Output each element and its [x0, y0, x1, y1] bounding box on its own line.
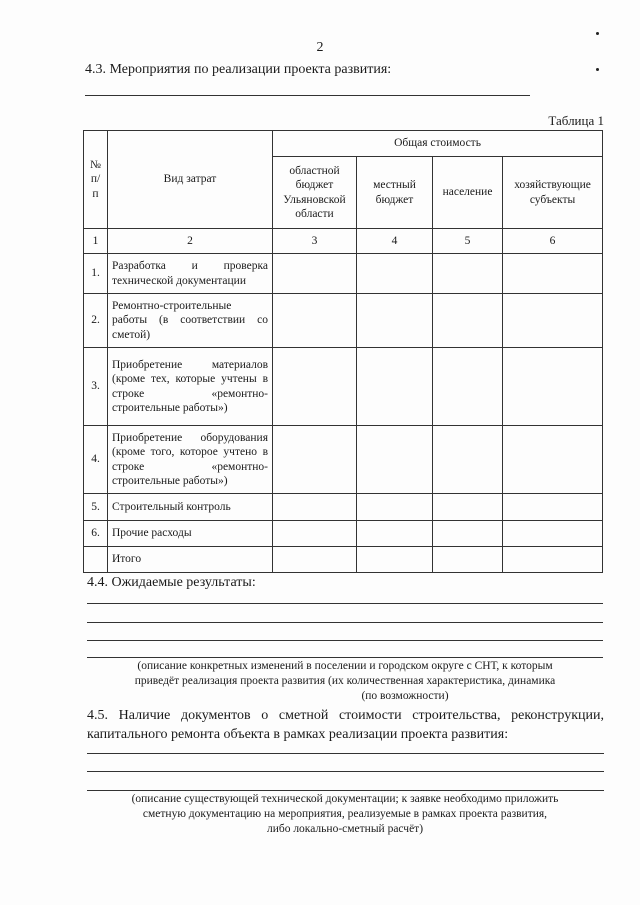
section-4-5-note: [85, 792, 605, 837]
row-label: Прочие расходы: [108, 521, 273, 547]
row-num: 3.: [84, 348, 108, 426]
col-number: 2: [108, 229, 273, 254]
section-4-4-title: 4.4. Ожидаемые результаты:: [87, 575, 256, 590]
section-4-4-note: [85, 659, 605, 704]
col-number: 1: [84, 229, 108, 254]
cell-empty: [357, 521, 433, 547]
row-label: Приобретение оборудования (кроме того, которое учтено в строке «ремонтно-строительные работы»): [108, 426, 273, 494]
header-col-population: население: [433, 157, 503, 229]
row-num: 5.: [84, 494, 108, 521]
header-col-regional: областной бюджет Ульяновской области: [273, 157, 357, 229]
fill-in-line: [87, 622, 603, 623]
header-col-local: местный бюджет: [357, 157, 433, 229]
row-num: 4.: [84, 426, 108, 494]
row-num: 1.: [84, 254, 108, 294]
fill-in-line: [87, 753, 604, 754]
header-total-cost: Общая стоимость: [273, 131, 603, 157]
table-row: [84, 494, 603, 521]
header-num: № п/п: [84, 131, 108, 229]
table-row: [84, 426, 603, 494]
cell-empty: [357, 547, 433, 573]
note-line: сметную документацию на мероприятия, реализуемые в рамках проекта развития,: [142, 807, 548, 820]
row-label-total: Итого: [108, 547, 273, 573]
header-type: Вид затрат: [108, 131, 273, 229]
fill-in-line: [85, 95, 530, 96]
cell-empty: [503, 426, 603, 494]
row-num: 6.: [84, 521, 108, 547]
table-row: [84, 254, 603, 294]
fill-in-line: [87, 603, 603, 604]
scan-speck: [596, 32, 599, 35]
page-number: 2: [316, 40, 324, 55]
cost-table: [83, 130, 603, 573]
cell-empty: [503, 521, 603, 547]
row-label: Ремонтно-строительные работы (в соответствии со сметой): [108, 294, 273, 348]
cell-empty: [273, 521, 357, 547]
col-number: 5: [433, 229, 503, 254]
cell-empty: [273, 547, 357, 573]
fill-in-line: [87, 790, 604, 791]
table-caption: Таблица 1: [548, 113, 604, 128]
cell-empty: [273, 254, 357, 294]
note-line: (по возможности): [361, 689, 449, 702]
table-row: [84, 348, 603, 426]
row-label: Строительный контроль: [108, 494, 273, 521]
row-label: Приобретение материалов (кроме тех, которые учтены в строке «ремонтно-строительные работы»): [108, 348, 273, 426]
section-4-5-title: 4.5. Наличие документов о сметной стоимости строительства, реконструкции, капитального ремонта объекта в рамках реализации проекта развития:: [87, 708, 604, 742]
cell-empty: [357, 254, 433, 294]
note-line: либо локально-сметный расчёт): [266, 822, 424, 835]
row-label: Разработка и проверка технической документации: [108, 254, 273, 294]
cell-empty: [503, 547, 603, 573]
table-row: [84, 294, 603, 348]
row-num: [84, 547, 108, 573]
row-num: 2.: [84, 294, 108, 348]
scan-speck: [596, 68, 599, 71]
cell-empty: [503, 494, 603, 521]
col-number: 4: [357, 229, 433, 254]
fill-in-line: [87, 771, 604, 772]
cell-empty: [503, 294, 603, 348]
cell-empty: [273, 426, 357, 494]
cell-empty: [273, 494, 357, 521]
cell-empty: [433, 521, 503, 547]
cell-empty: [503, 254, 603, 294]
note-line: приведёт реализация проекта развития (их количественная характеристика, динамика: [134, 674, 556, 687]
cell-empty: [433, 294, 503, 348]
cell-empty: [503, 348, 603, 426]
note-line: (описание конкретных изменений в поселении и городском округе с СНТ, к которым: [137, 660, 553, 672]
cell-empty: [433, 494, 503, 521]
col-number: 3: [273, 229, 357, 254]
cell-empty: [357, 494, 433, 521]
header-col-business: хозяйствующие субъекты: [503, 157, 603, 229]
cell-empty: [273, 348, 357, 426]
fill-in-line: [87, 640, 603, 641]
note-line: (описание существующей технической документации; к заявке необходимо приложить: [131, 793, 559, 805]
cell-empty: [273, 294, 357, 348]
cell-empty: [357, 294, 433, 348]
table-row-total: [84, 547, 603, 573]
table-row: [84, 521, 603, 547]
cell-empty: [357, 348, 433, 426]
cell-empty: [433, 547, 503, 573]
col-number: 6: [503, 229, 603, 254]
section-4-3-title: 4.3. Мероприятия по реализации проекта развития:: [85, 62, 392, 77]
cell-empty: [433, 426, 503, 494]
cell-empty: [433, 348, 503, 426]
cell-empty: [433, 254, 503, 294]
cell-empty: [357, 426, 433, 494]
fill-in-line: [87, 657, 603, 658]
